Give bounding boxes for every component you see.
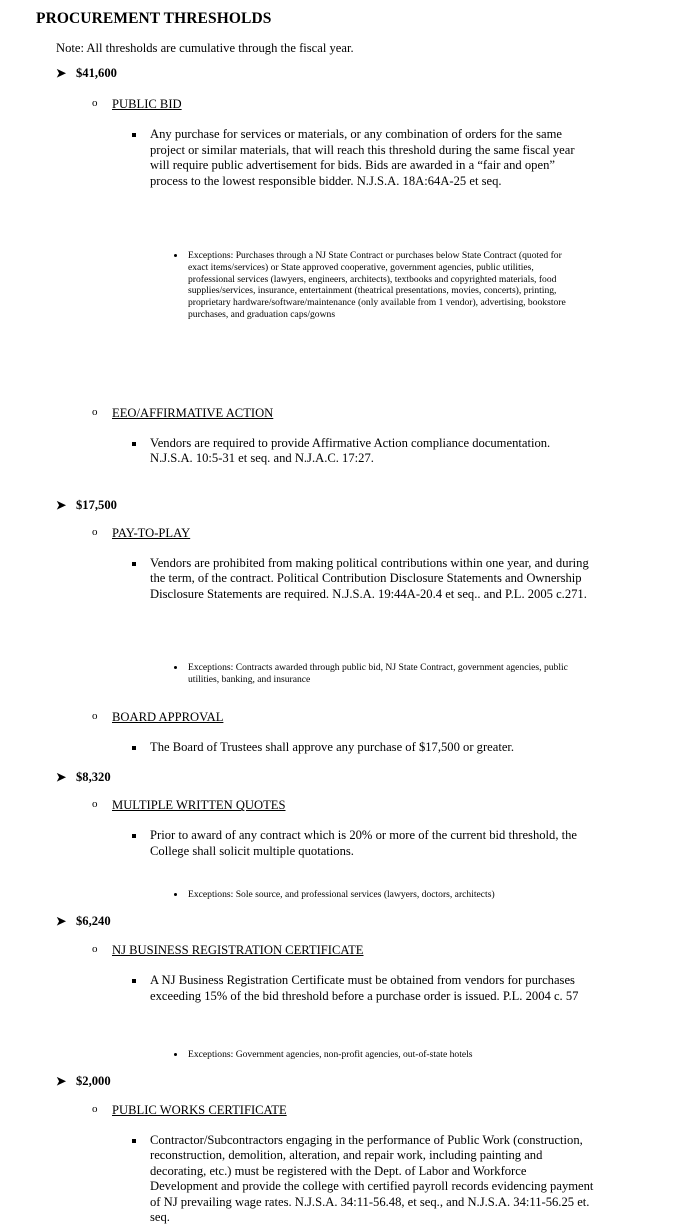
section-heading [92,798,678,813]
note: Note: All thresholds are cumulative through the fiscal year. [56,41,354,55]
tier-amount-text: $2,000 [76,1073,111,1088]
item-text: Contractor/Subcontractors engaging in the performance of Public Work (construction, reconstruction, demolition, alteration, and repair work, including painting and decorating, etc.) must be registered with the Dept. of Labor and Workforce Development and provide the college with certified payroll records evidencing payment of NJ prevailing wage rates. N.J.S.A. 34:11-56.48, et seq., and N.J.S.A. 34:11-56.25 et. seq. [150,1132,594,1225]
circle-bullet-icon: o [92,1102,98,1115]
arrow-bullet-icon: ➤ [56,1073,67,1088]
circle-bullet-icon: o [92,525,98,538]
exception-text: Exceptions: Sole source, and professional services (lawyers, doctors, architects) [188,889,495,901]
item-text: Vendors are prohibited from making political contributions within one year, and during the term, of the contract. Political Contribution Disclosure Statements and Ownership Disclosure Statements are required. N.J.S.A. 19:44A-20.4 et seq.. and P.L. 2005 c.271. [150,555,589,601]
tier-amount-text: $8,320 [76,770,111,785]
circle-bullet-icon: o [92,709,98,722]
item-text: A NJ Business Registration Certificate must be obtained from vendors for purchases exceeding 15% of the bid threshold before a purchase order is issued. P.L. 2004 c. 57 [150,973,579,1003]
tier-amount-text: $6,240 [76,914,111,929]
square-bullet-icon [132,1139,136,1143]
arrow-bullet-icon: ➤ [56,914,67,929]
circle-bullet-icon: o [92,943,98,956]
circle-bullet-icon: o [92,405,98,418]
circle-bullet-icon: o [92,97,98,109]
section-heading [92,1103,678,1118]
section-heading-text: EEO/AFFIRMATIVE ACTION [112,405,274,420]
exception-text: Exceptions: Contracts awarded through public bid, NJ State Contract, government agencies, public utilities, banking, and insurance [188,662,568,686]
circle-bullet-icon: o [92,798,98,811]
tier-amount [56,498,642,513]
tier-amount [56,770,642,785]
section-heading-text: MULTIPLE WRITTEN QUOTES [112,798,286,813]
list-item [128,1133,594,1226]
list-item [128,740,594,756]
section-heading [92,943,678,958]
exception-item [170,889,580,901]
list-item [128,556,594,603]
section-heading-text: PUBLIC BID [112,97,182,111]
exception-item [170,662,580,686]
list-item [128,127,594,189]
page-title: PROCUREMENT THRESHOLDS [36,10,272,27]
arrow-bullet-icon: ➤ [56,497,67,512]
exception-text: Exceptions: Purchases through a NJ State Contract or purchases below State Contract (quoted for exact items/services) or State approved cooperative, government agencies, public utilities, professional services (lawyers, engineers, architects), textbooks and copyrighted materials, food supplies/services, insurance, entertainment (theatrical presentations, movies, concerts), printing, proprietary hardware/software/maintenance (only available from 1 vendor), advertising, bookstore purchases, and graduation caps/gowns [188,250,566,320]
dot-bullet-icon [174,666,177,669]
section-heading [92,526,678,541]
exception-item [170,1049,580,1061]
list-item [128,973,594,1004]
dot-bullet-icon [174,893,177,896]
item-text: Vendors are required to provide Affirmative Action compliance documentation. N.J.S.A. 10:5-31 et seq. and N.J.A.C. 17:27. [150,435,551,466]
tier-amount-text: $41,600 [76,66,117,80]
list-item [128,436,594,467]
tier-amount-text: $17,500 [76,497,117,512]
dot-bullet-icon [174,1053,177,1056]
item-text: The Board of Trustees shall approve any purchase of $17,500 or greater. [150,739,515,754]
tier-amount [56,1074,642,1089]
exception-text: Exceptions: Government agencies, non-profit agencies, out-of-state hotels [188,1049,473,1061]
tier-amount [56,66,642,81]
arrow-bullet-icon: ➤ [56,66,67,80]
square-bullet-icon [132,562,136,566]
exception-item [170,250,580,321]
section-heading [92,406,678,421]
section-heading-text: PAY-TO-PLAY [112,525,191,540]
item-text: Any purchase for services or materials, or any combination of orders for the same project or similar materials, that will reach this threshold during the same fiscal year will require public advertisement for bids. Bids are awarded in a “fair and open” process to the lowest responsible bidder. N.J.S.A. 18A:64A-25 et seq. [150,127,575,188]
list-item [128,828,594,859]
square-bullet-icon [132,133,136,137]
square-bullet-icon [132,979,136,983]
section-heading-text: NJ BUSINESS REGISTRATION CERTIFICATE [112,943,364,958]
dot-bullet-icon [174,254,177,257]
section-heading [92,97,678,112]
section-heading-text: BOARD APPROVAL [112,709,224,724]
tier-amount [56,914,642,929]
arrow-bullet-icon: ➤ [56,770,67,785]
section-heading [92,710,678,725]
square-bullet-icon [132,442,136,446]
square-bullet-icon [132,834,136,838]
item-text: Prior to award of any contract which is 20% or more of the current bid threshold, the College shall solicit multiple quotations. [150,828,578,858]
square-bullet-icon [132,746,136,750]
section-heading-text: PUBLIC WORKS CERTIFICATE [112,1102,287,1117]
